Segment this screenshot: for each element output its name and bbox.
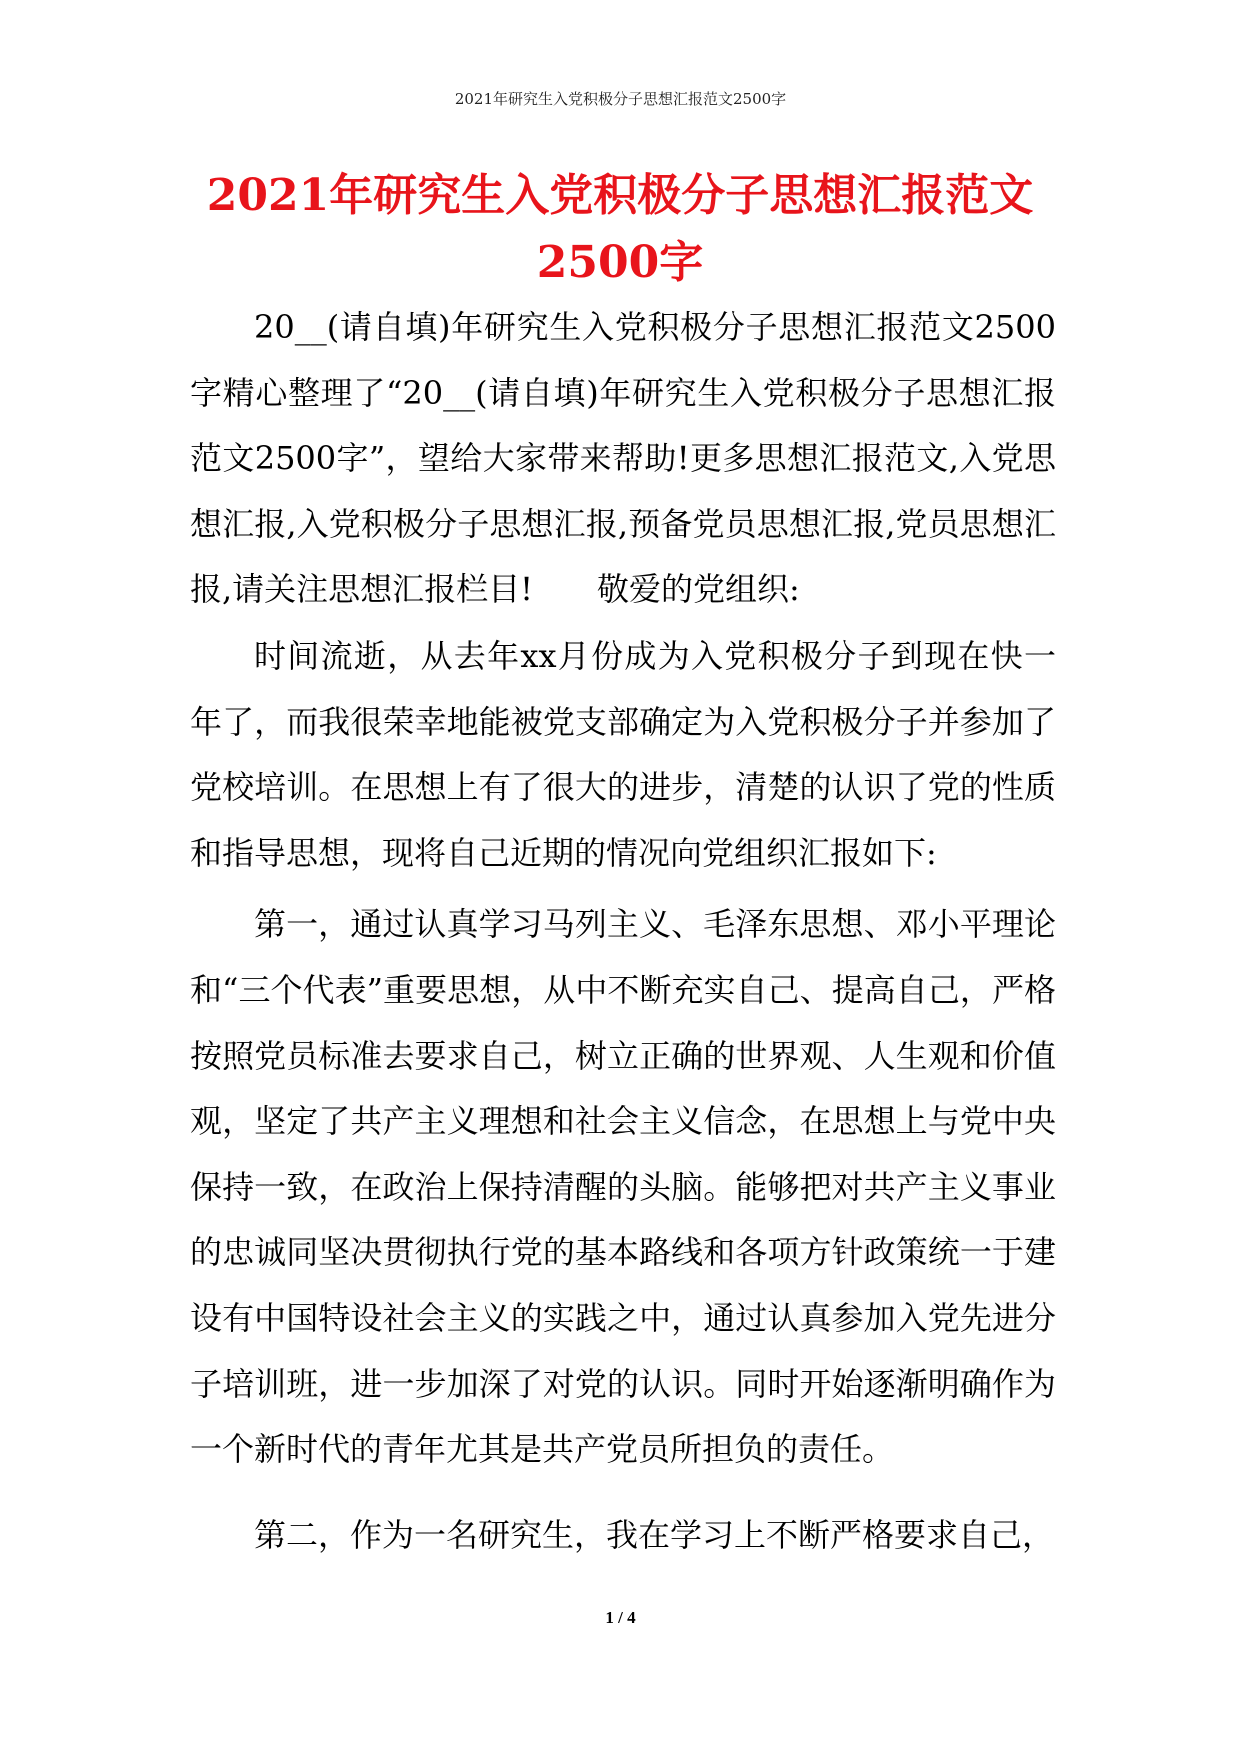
paragraph-3: 第二，作为一名研究生，我在学习上不断严格要求自己， [254,1515,1055,1554]
title-line-2: 2500字 [536,237,704,288]
paragraph-intro: 20__(请自填)年研究生入党积极分子思想汇报范文2500字精心整理了“20__(请自填)年研究生入党积极分子思想汇报范文2500字”，望给大家带来帮助!更多思想汇报范文,入党思想汇报,入党积极分子思想汇报,预备党员思想汇报,党员思想汇报,请关注思想汇报栏目! 敬爱的党组织: [190,308,1056,609]
paragraph-2: 第一，通过认真学习马列主义、毛泽东思想、邓小平理论和“三个代表”重要思想，从中不断充实自己、提高自己，严格按照党员标准去要求自己，树立正确的世界观、人生观和价值观，坚定了共产主义理想和社会主义信念，在思想上与党中央保持一致，在政治上保持清醒的头脑。能够把对共产主义事业的忠诚同坚决贯彻执行党的基本路线和各项方针政策统一于建设有中国特设社会主义的实践之中，通过认真参加入党先进分子培训班，进一步加深了对党的认识。同时开始逐渐明确作为一个新时代的青年尤其是共产党员所担负的责任。 [190,905,1056,1469]
document-title [190,162,1050,296]
document-body [190,295,1056,1568]
page-number: 1 / 4 [605,1608,636,1627]
paragraph-1: 时间流逝，从去年xx月份成为入党积极分子到现在快一年了，而我很荣幸地能被党支部确定为入党积极分子并参加了党校培训。在思想上有了很大的进步，清楚的认识了党的性质和指导思想，现将自己近期的情况向党组织汇报如下: [190,636,1056,872]
page-header: 2021年研究生入党积极分子思想汇报范文2500字 [454,90,787,108]
title-line-1: 2021年研究生入党积极分子思想汇报范文 [206,170,1034,221]
